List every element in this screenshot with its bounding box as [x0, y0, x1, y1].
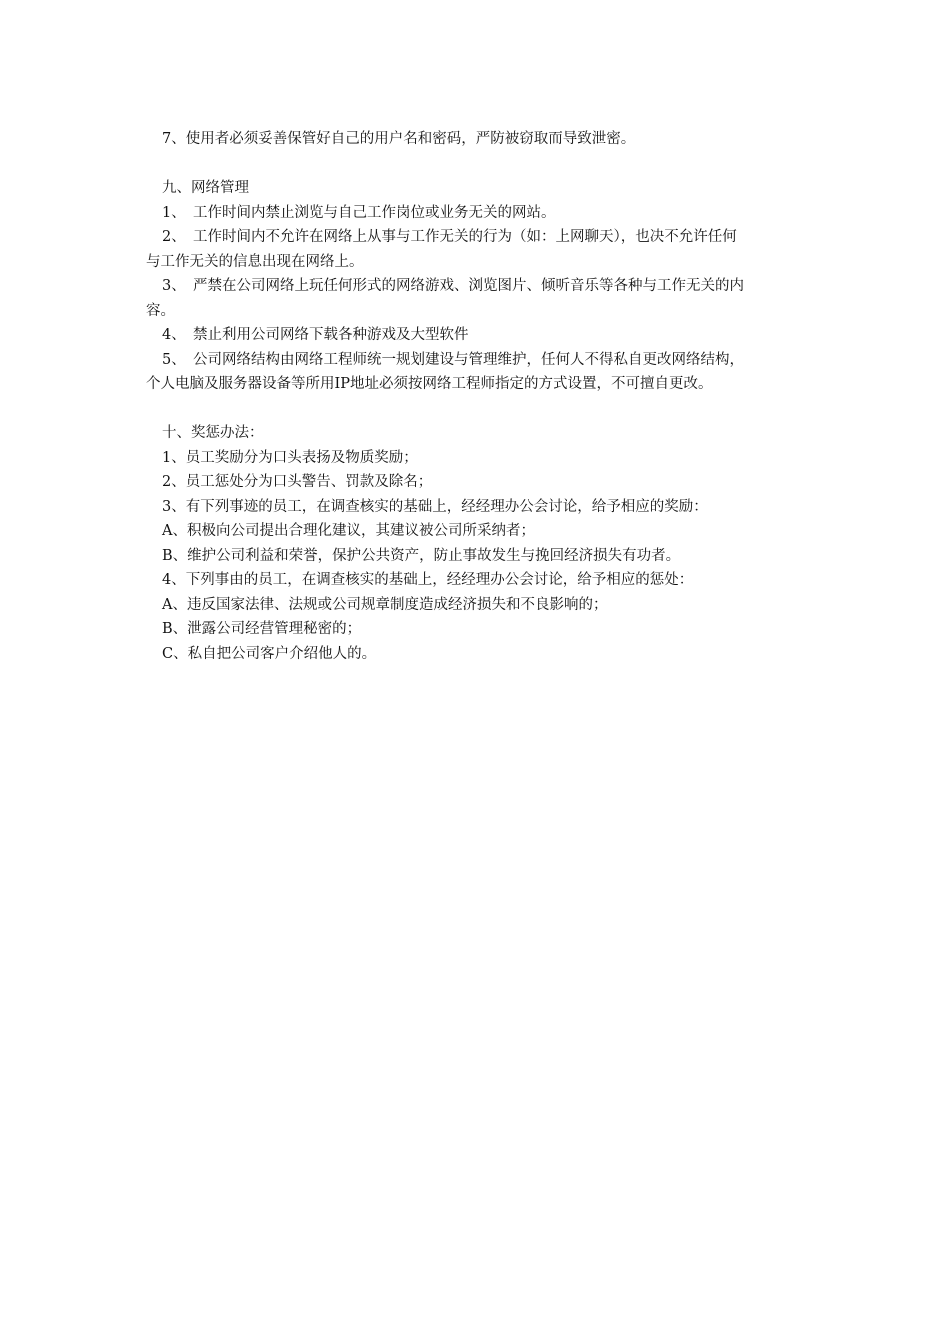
- section-9-item-1: 1、 工作时间内禁止浏览与自己工作岗位或业务无关的网站。: [162, 204, 556, 221]
- section-9-title: 九、网络管理: [162, 180, 249, 196]
- section-9-item-3: 3、 严禁在公司网络上玩任何形式的网络游戏、浏览图片、倾听音乐等各种与工作无关的内: [162, 278, 744, 294]
- section-9-item-5-cont: 个人电脑及服务器设备等所用IP地址必须按网络工程师指定的方式设置，不可擅自更改。: [146, 376, 713, 392]
- section-10-title: 十、奖惩办法：: [162, 425, 264, 441]
- section-10-item-1: 1、员工奖励分为口头表扬及物质奖励；: [162, 449, 418, 466]
- section-10-item-3b: B、维护公司利益和荣誉，保护公共资产，防止事故发生与挽回经济损失有功者。: [162, 547, 681, 564]
- section-9-item-2-cont: 与工作无关的信息出现在网络上。: [146, 253, 364, 270]
- section-10-item-4: 4、下列事由的员工，在调查核实的基础上，经经理办公会讨论，给予相应的惩处：: [162, 572, 694, 588]
- rule-item-7: 7、使用者必须妥善保管好自己的用户名和密码，严防被窃取而导致泄密。: [162, 131, 636, 147]
- section-10-item-4b: B、泄露公司经营管理秘密的；: [162, 621, 362, 637]
- document-body: [146, 127, 806, 666]
- section-9-item-2: 2、 工作时间内不允许在网络上从事与工作无关的行为（如：上网聊天），也决不允许任何: [162, 229, 737, 245]
- section-9-item-4: 4、 禁止利用公司网络下载各种游戏及大型软件: [162, 327, 469, 343]
- section-10-item-2: 2、员工惩处分为口头警告、罚款及除名；: [162, 474, 433, 490]
- section-9-item-5: 5、 公司网络结构由网络工程师统一规划建设与管理维护，任何人不得私自更改网络结构，: [162, 351, 744, 368]
- section-10-item-4c: C、私自把公司客户介绍他人的。: [162, 645, 377, 662]
- section-10-item-3: 3、有下列事迹的员工，在调查核实的基础上，经经理办公会讨论，给予相应的奖励：: [162, 498, 708, 515]
- section-10-item-3a: A、积极向公司提出合理化建议，其建议被公司所采纳者；: [162, 523, 535, 539]
- section-10-item-4a: A、违反国家法律、法规或公司规章制度造成经济损失和不良影响的；: [162, 596, 608, 613]
- section-9-item-3-cont: 容。: [146, 302, 175, 319]
- paragraph-gap: [146, 397, 806, 422]
- paragraph-gap: [146, 152, 806, 177]
